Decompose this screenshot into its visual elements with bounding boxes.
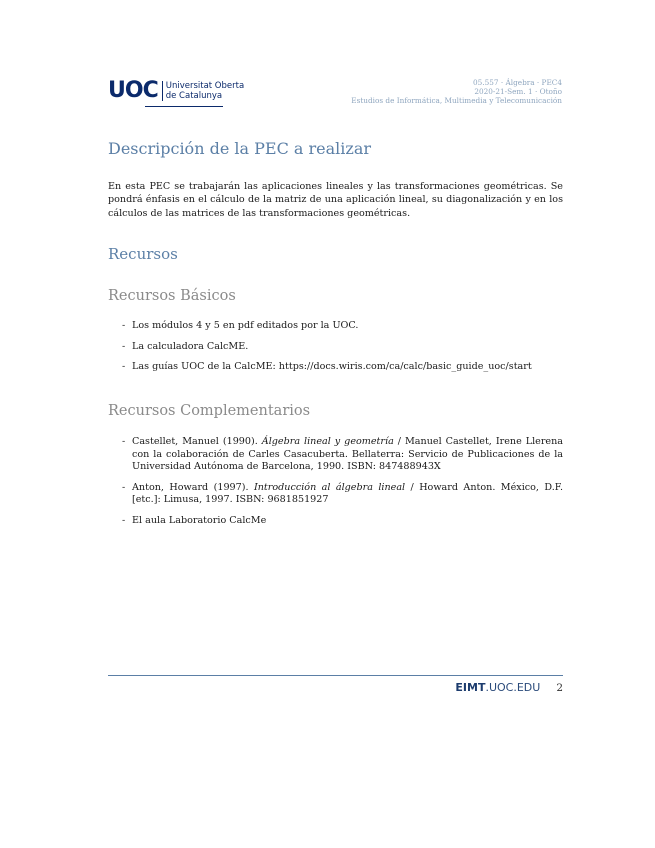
list-item: [122, 436, 563, 474]
list-item: - La calculadora CalcME.: [122, 341, 563, 354]
complementary-resources-title: Recursos Complementarios: [108, 403, 311, 419]
header-semester: 2020-21-Sem. 1 · Otoño: [474, 87, 562, 97]
ref-author: Castellet, Manuel (1990).: [132, 436, 262, 447]
ref-title: Álgebra lineal y geometría: [261, 436, 394, 447]
resources-title: Recursos: [108, 245, 178, 263]
header-studies: Estudios de Informática, Multimedia y Telecomunicación: [351, 96, 562, 106]
list-item: - Los módulos 4 y 5 en pdf editados por la UOC.: [122, 320, 563, 333]
basic-resources-list: [122, 320, 563, 382]
footer-brand-bold: EIMT: [455, 681, 486, 694]
basic-resources-title: Recursos Básicos: [108, 288, 236, 304]
page-number: 2: [556, 682, 563, 694]
footer-divider: [108, 675, 563, 676]
footer-brand-rest: .UOC.EDU: [485, 681, 541, 694]
ref-details: / Manuel Castellet, Irene Llerena con la colaboración de Carles Casacuberta. Bellaterra: Servicio de Publicaciones de la Universidad Autónoma de Barcelona, 1990. ISBN: 847488943X: [132, 436, 563, 472]
logo-underline: [145, 106, 223, 107]
page-header: [351, 78, 562, 106]
ref-author: Anton, Howard (1997).: [132, 481, 254, 493]
list-item: [122, 515, 563, 528]
section-title: Descripción de la PEC a realizar: [108, 139, 372, 158]
ref-author: El aula Laboratorio CalcMe: [132, 514, 267, 526]
uoc-logo: [108, 80, 244, 102]
ref-details: / Howard Anton. México, D.F. [etc.]: Limusa, 1997. ISBN: 9681851927: [132, 481, 563, 505]
list-item: [122, 482, 563, 507]
page-footer: [455, 681, 563, 694]
intro-paragraph: En esta PEC se trabajarán las aplicaciones lineales y las transformaciones geométricas. Se pondrá énfasis en el cálculo de la matriz de una aplicación lineal, su diagonalización y en los cálculos de las matrices de las transformaciones geométricas.: [108, 181, 563, 219]
logo-mark: UOC: [108, 78, 158, 103]
list-item: - Las guías UOC de la CalcME: https://docs.wiris.com/ca/calc/basic_guide_uoc/start: [122, 361, 563, 374]
complementary-resources-list: [122, 436, 563, 535]
header-course: 05.557 · Álgebra · PEC4: [472, 78, 562, 87]
logo-line-2: de Catalunya: [165, 91, 223, 101]
logo-line-1: Universitat Oberta: [165, 81, 245, 91]
logo-text: [162, 81, 244, 101]
ref-title: Introducción al álgebra lineal: [253, 481, 406, 493]
footer-brand: [455, 681, 540, 694]
